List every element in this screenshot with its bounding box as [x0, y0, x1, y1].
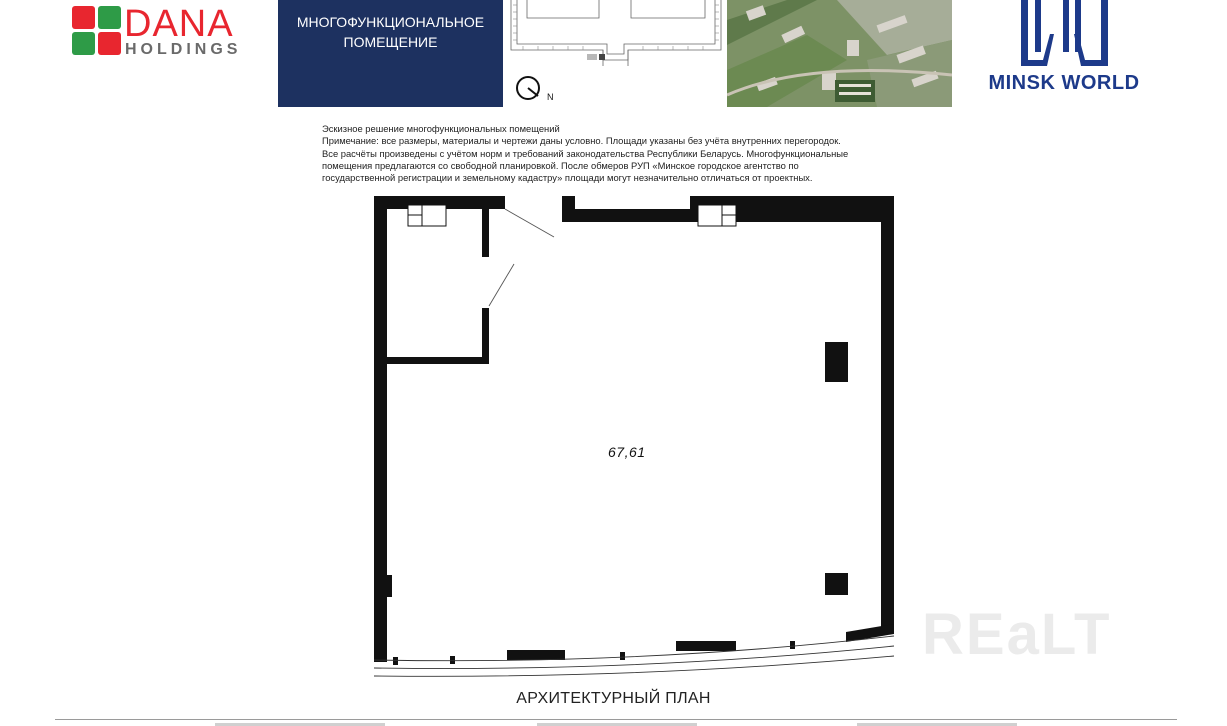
title-panel	[278, 0, 503, 107]
minsk-world-logo	[975, 0, 1153, 100]
dana-logo-subtitle: HOLDINGS	[125, 41, 242, 58]
note-line: Все расчёты произведены с учётом норм и требований законодательства Республики Беларусь. Многофункциональные	[322, 147, 849, 159]
realt-watermark: REaLT	[922, 602, 1112, 667]
logo-tile-icon	[72, 6, 95, 29]
minsk-world-text: MINSK WORLD	[988, 72, 1140, 94]
dana-holdings-logo	[72, 3, 264, 60]
compass-north-label: N	[547, 92, 554, 102]
column	[825, 342, 848, 382]
footer-divider	[55, 719, 1177, 720]
logo-tile-icon	[72, 32, 95, 55]
minsk-world-emblem-icon	[975, 0, 1153, 70]
page-title: МНОГОФУНКЦИОНАЛЬНОЕ ПОМЕЩЕНИЕ	[296, 14, 485, 50]
plan-caption: АРХИТЕКТУРНЫЙ ПЛАН	[516, 690, 711, 707]
site-plan-drawing	[503, 0, 727, 107]
dana-logo-word: DANA	[124, 3, 234, 45]
aerial-photo	[727, 0, 952, 107]
wall-right	[881, 196, 894, 632]
logo-tile-icon	[98, 32, 121, 55]
disclaimer-notes	[322, 123, 942, 184]
note-line: помещения предлагаются со свободной планировкой. После обмеров РУП «Минское городское агентство по	[322, 159, 799, 171]
compass-icon	[517, 77, 539, 99]
partition-wall	[387, 357, 489, 364]
note-line: государственной регистрации и земельному кадастру» площади могут незначительно отличаться от проектных.	[322, 172, 813, 184]
note-line: Примечание: все размеры, материалы и чертежи даны условно. Площади указаны без учёта внутренних перегородок.	[322, 135, 841, 147]
site-plan-thumbnail	[503, 0, 727, 107]
floor-plan-drawing	[370, 190, 900, 680]
column	[825, 573, 848, 595]
note-line: Эскизное решение многофункциональных помещений	[322, 123, 560, 134]
room-area-label: 67,61	[608, 444, 646, 460]
aerial-photo-image	[727, 0, 952, 107]
logo-tile-icon	[98, 6, 121, 29]
